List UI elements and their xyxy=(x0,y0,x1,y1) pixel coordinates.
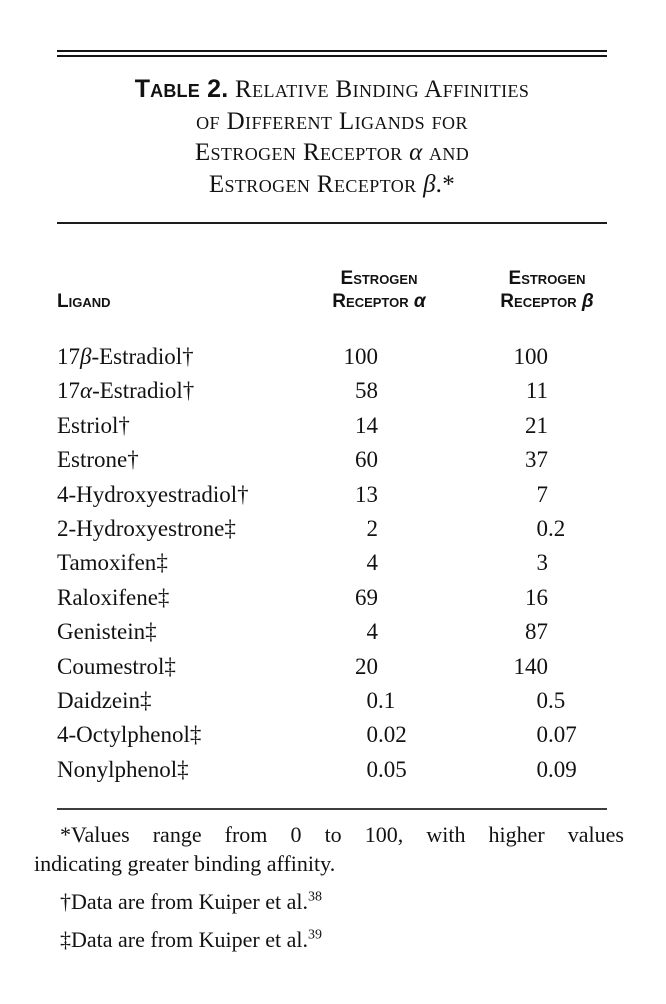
ligand-cell: Genistein‡ xyxy=(57,619,157,645)
er-alpha-cell: 13 xyxy=(355,481,378,507)
footnotes xyxy=(34,820,624,963)
ligand-cell: Estrone† xyxy=(57,447,139,473)
footnote-marker: † xyxy=(127,447,139,473)
table-row xyxy=(57,753,607,787)
table-row xyxy=(57,684,607,718)
er-alpha-cell: 2 xyxy=(366,515,378,541)
table-row xyxy=(57,443,607,477)
footnote-marker: † xyxy=(118,412,130,438)
table-body xyxy=(57,340,607,787)
greek-alpha: α xyxy=(409,139,423,166)
er-beta-cell: 100 xyxy=(513,344,548,369)
er-alpha-cell: 60 xyxy=(355,447,378,473)
title-line-1: Table 2. Relative Binding Affinities xyxy=(134,75,530,103)
footnote-marker: † xyxy=(182,378,195,404)
er-alpha-cell: 100 xyxy=(343,344,378,369)
table-row xyxy=(57,581,607,615)
er-alpha-cell: 20 xyxy=(355,653,378,679)
footnote-values-range xyxy=(34,820,624,878)
er-alpha-cell: 69 xyxy=(355,584,378,610)
greek-letter: α xyxy=(80,378,93,404)
table-row xyxy=(57,512,607,546)
er-alpha-cell: 4 xyxy=(366,619,378,645)
footnote-dagger: †Data are from Kuiper et al.$^{38}$ xyxy=(60,889,322,914)
title-separator-rule xyxy=(57,222,607,224)
er-beta-cell: 3 xyxy=(536,550,548,576)
ligand-cell: 4-Octylphenol‡ xyxy=(57,722,202,748)
footnote-marker: † xyxy=(182,344,194,369)
ligand-cell: Raloxifene‡ xyxy=(57,584,170,610)
ligand-cell: Tamoxifen‡ xyxy=(57,550,168,576)
footnote-marker: ‡ xyxy=(140,687,152,713)
er-alpha-cell: 14 xyxy=(355,412,378,438)
greek-beta: β xyxy=(581,291,594,312)
greek-beta: β xyxy=(423,170,436,198)
table-title xyxy=(57,74,607,200)
er-beta-cell: 0 .5 xyxy=(536,687,566,713)
ligand-cell: Coumestrol‡ xyxy=(57,653,176,679)
er-alpha-cell: 4 xyxy=(366,550,378,576)
table-row xyxy=(57,718,607,752)
bottom-rule xyxy=(57,808,607,810)
footnote-line: indicating greater binding affinity. xyxy=(34,851,336,876)
footnote-marker: ‡ xyxy=(224,515,236,541)
ligand-cell: 4-Hydroxyestradiol† xyxy=(57,481,249,507)
table-row xyxy=(57,478,607,512)
er-alpha-cell: 58 xyxy=(355,378,378,404)
footnote-marker: ‡ xyxy=(189,722,202,748)
ligand-cell: 17β-Estradiol† xyxy=(57,344,194,369)
title-line-3: Estrogen Receptor α and xyxy=(194,139,470,166)
er-beta-cell: 87 xyxy=(525,619,548,645)
table-number-label: Table 2. xyxy=(134,75,229,103)
er-beta-cell: 7 xyxy=(536,481,548,507)
ligand-cell: 2-Hydroxyestrone‡ xyxy=(57,515,236,541)
table-row xyxy=(57,340,607,374)
table-row xyxy=(57,546,607,580)
column-header-ligand: Ligand xyxy=(57,291,111,312)
ligand-cell: Estriol† xyxy=(57,412,130,438)
ligand-cell: Daidzein‡ xyxy=(57,687,152,713)
reference-number: 39 xyxy=(308,927,322,943)
er-beta-cell: 11 xyxy=(525,378,548,404)
er-beta-cell: 21 xyxy=(525,412,548,438)
column-header-er-alpha: Estrogen Receptor α xyxy=(332,268,426,312)
footnote-marker: ‡ xyxy=(145,619,157,645)
er-beta-cell: 0 .09 xyxy=(536,756,577,782)
footnote-marker: ‡ xyxy=(156,550,168,576)
greek-letter: β xyxy=(80,344,92,369)
ligand-cell: 17α-Estradiol† xyxy=(57,378,195,404)
er-beta-cell: 140 xyxy=(513,653,548,679)
er-beta-cell: 0 .07 xyxy=(536,722,577,748)
table-row xyxy=(57,650,607,684)
er-beta-cell: 37 xyxy=(525,447,548,473)
footnote-marker: ‡ xyxy=(177,756,189,782)
table-row xyxy=(57,409,607,443)
er-beta-cell: 0 .2 xyxy=(536,515,566,541)
footnote-marker: ‡ xyxy=(157,584,170,610)
footnote-double-dagger: ‡Data are from Kuiper et al.$^{39}$ xyxy=(60,927,322,952)
table-row xyxy=(57,374,607,408)
er-beta-cell: 16 xyxy=(525,584,548,610)
title-line-4: Estrogen Receptor β.* xyxy=(208,170,456,198)
footnote-marker: † xyxy=(237,481,249,507)
reference-number: 38 xyxy=(308,889,322,905)
er-alpha-cell: 0 .1 xyxy=(366,687,396,713)
footnote-line: *Values range from 0 to 100, with higher values xyxy=(60,822,624,847)
top-double-rule xyxy=(57,50,607,57)
ligand-cell: Nonylphenol‡ xyxy=(57,756,189,782)
table-header-row xyxy=(57,260,607,314)
er-alpha-cell: 0 .05 xyxy=(366,756,407,782)
greek-alpha: α xyxy=(413,291,426,312)
table-row xyxy=(57,615,607,649)
er-alpha-cell: 0 .02 xyxy=(366,722,407,748)
title-line-2: of Different Ligands for xyxy=(196,107,468,135)
column-header-er-beta: Estrogen Receptor β xyxy=(500,268,594,312)
footnote-marker: ‡ xyxy=(164,653,176,679)
